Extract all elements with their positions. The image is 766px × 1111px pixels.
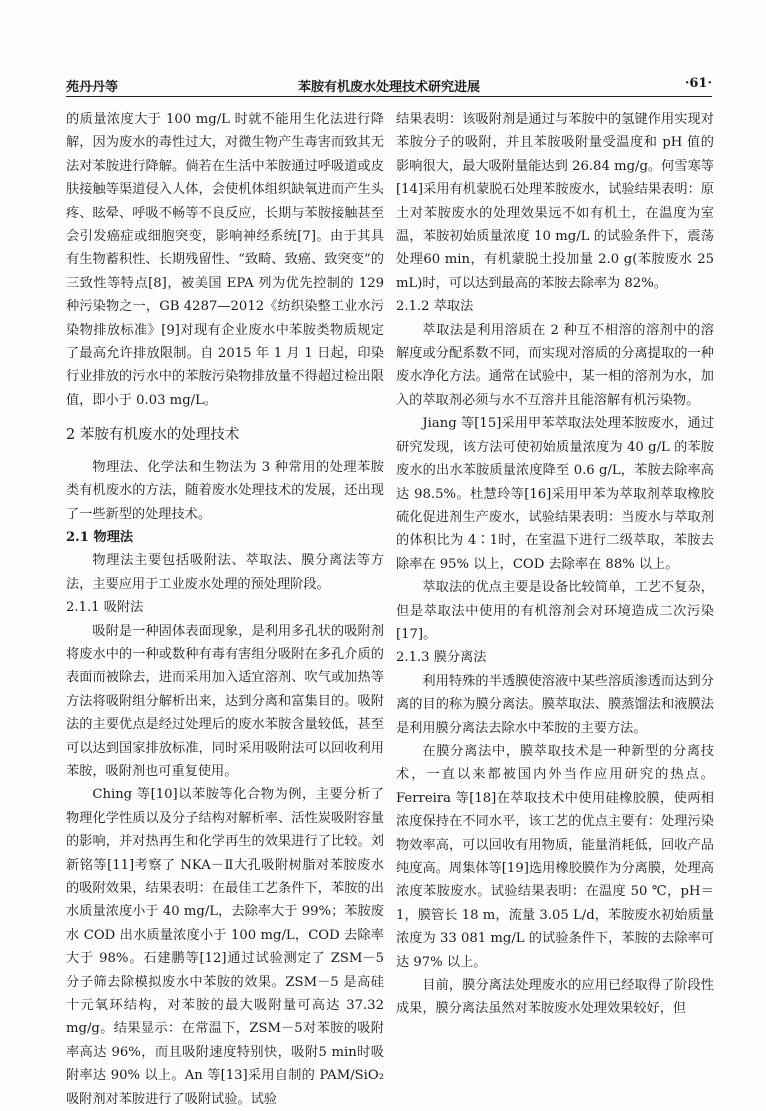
body-paragraph: Jiang 等[15]采用甲苯萃取法处理苯胺废水，通过研究发现，该方法可使初始质量浓度为 40 g/L 的苯胺废水的出水苯胺质量浓度降至 0.6 g/L，苯胺去除率高达 98.5%。杜慧玲等[16]采用甲苯为萃取剂萃取橡胶硫化促进剂生产废水，试验结果表明：当废水与萃取剂的体积比为 4∶1时，在室温下进行二级萃取，苯胺去除率在 95% 以上，COD 去除率在 88% 以上。 xyxy=(396,416,714,572)
header-title: 苯胺有机废水处理技术研究进展 xyxy=(297,80,480,95)
body-paragraph: 萃取法的优点主要是设备比较简单，工艺不复杂，但是萃取法中使用的有机溶剂会对环境造成二次污染[17]。 xyxy=(396,580,714,642)
running-header xyxy=(66,52,712,97)
body-paragraph: 的质量浓度大于 100 mg/L 时就不能用生化法进行降解，因为废水的毒性过大，对微生物产生毒害而致其无法对苯胺进行降解。倘若在生活中苯胺通过呼吸道或皮肤接触等渠道侵入人体，会使机体组织缺氧进而产生头疼、眩晕、呼吸不畅等不良反应，长期与苯胺接触甚至会引发癌症或细胞突变，影响神经系统[7]。由于其具有生物蓄积性、长期残留性、“致畸、致癌、致突变”的三致性等特点[8]，被美国 EPA 列为优先控制的 129 种污染物之一，GB 4287—2012《纺织染整工业水污染物排放标准》[9]对现有企业废水中苯胺类物质规定了最高允许排放限制。自 2015 年 1 月 1 日起，印染行业排放的污水中的苯胺污染物排放量不得超过检出限值，即小于 0.03 mg/L。 xyxy=(66,112,384,408)
body-paragraph: 吸附是一种固体表面现象，是利用多孔状的吸附剂将废水中的一种或数种有毒有害组分吸附在多孔介质的表面而被除去，进而采用加入适宜溶剂、吹气或加热等方法将吸附组分解析出来，达到分离和富集目的。吸附法的主要优点是经过处理后的废水苯胺含量较低，甚至可以达到国家排放标准，同时采用吸附法可以回收利用苯胺，吸附剂也可重复使用。 xyxy=(66,623,384,779)
subsubsection-heading: 2.1.1 吸附法 xyxy=(66,600,144,616)
left-column xyxy=(66,108,384,1111)
subsubsection-heading: 2.1.3 膜分离法 xyxy=(396,650,487,666)
body-paragraph: 物理法主要包括吸附法、萃取法、膜分离法等方法，主要应用于工业废水处理的预处理阶段。 xyxy=(66,553,384,592)
body-paragraph: 目前，膜分离法处理废水的应用已经取得了阶段性成果，膜分离法虽然对苯胺废水处理效果较好，但 xyxy=(396,978,714,1017)
subsubsection-heading: 2.1.2 萃取法 xyxy=(396,299,474,315)
body-paragraph: 萃取法是利用溶质在 2 种互不相溶的溶剂中的溶解度或分配系数不同，而实现对溶质的分离提取的一种废水净化方法。通常在试验中，某一相的溶剂为水，加入的萃取剂必须与水不互溶并且能溶解有机污染物。 xyxy=(396,322,714,408)
body-paragraph: Ching 等[10]以苯胺等化合物为例，主要分析了物理化学性质以及分子结构对解析率、活性炭吸附容量的影响，并对热再生和化学再生的效果进行了比较。刘新铭等[11]考察了 NKA－Ⅱ大孔吸附树脂对苯胺废水的吸附效果，结果表明：在最佳工艺条件下，苯胺的出水质量浓度小于 40 mg/L，去除率大于 99%；苯胺废水 COD 出水质量浓度小于 100 mg/L，COD 去除率大于 98%。石建鹏等[12]通过试验测定了 ZSM－5 分子筛去除模拟废水中苯胺的效果。ZSM－5 是高硅十元氧环结构，对苯胺的最大吸附量可高达 37.32 mg/g。结果显示：在常温下，ZSM－5对苯胺的吸附率高达 96%，而且吸附速度特别快，吸附5 min时吸附率达 90% 以上。An 等[13]采用自制的 PAM/SiO₂ 吸附剂对苯胺进行了吸附试验。试验 xyxy=(66,787,384,1107)
subsection-heading: 2.1 物理法 xyxy=(66,529,134,545)
body-paragraph: 物理法、化学法和生物法为 3 种常用的处理苯胺类有机废水的方法，随着废水处理技术的发展，还出现了一些新型的处理技术。 xyxy=(66,459,384,522)
page-number: ·61· xyxy=(684,76,712,91)
body-paragraph: 结果表明：该吸附剂是通过与苯胺中的氢键作用实现对苯胺分子的吸附，并且苯胺吸附量受温度和 pH 值的影响很大，最大吸附量能达到 26.84 mg/g。何雪寒等[14]采用有机蒙脱石处理苯胺废水，试验结果表明：原土对苯胺废水的处理效果远不如有机土，在温度为室温，苯胺初始质量浓度 10 mg/L 的试验条件下，震荡处理60 min，有机蒙脱土投加量 2.0 g(苯胺废水 25 mL)时，可以达到最高的苯胺去除率为 82%。 xyxy=(396,112,714,291)
section-heading: 2 苯胺有机废水的处理技术 xyxy=(66,427,240,444)
right-column xyxy=(396,108,714,1021)
body-paragraph: 利用特殊的半透膜使溶液中某些溶质渗透而达到分离的目的称为膜分离法。膜萃取法、膜蒸馏法和液膜法是利用膜分离法去除水中苯胺的主要方法。 xyxy=(396,673,714,736)
body-paragraph: 在膜分离法中，膜萃取技术是一种新型的分离技术，一直以来都被国内外当作应用研究的热点。Ferreira 等[18]在萃取技术中使用硅橡胶膜，使两相浓度保持在不同水平，该工艺的优点主要有：处理污染物效率高，可以回收有用物质，能量消耗低，回收产品纯度高。周集体等[19]选用橡胶膜作为分离膜，处理高浓度苯胺废水。试验结果表明：在温度 50 ℃，pH＝1，膜管长 18 m，流量 3.05 L/d，苯胺废水初始质量浓度为 33 081 mg/L 的试验条件下，苯胺的去除率可达 97% 以上。 xyxy=(396,743,714,970)
header-authors: 苑丹丹等 xyxy=(66,80,119,95)
